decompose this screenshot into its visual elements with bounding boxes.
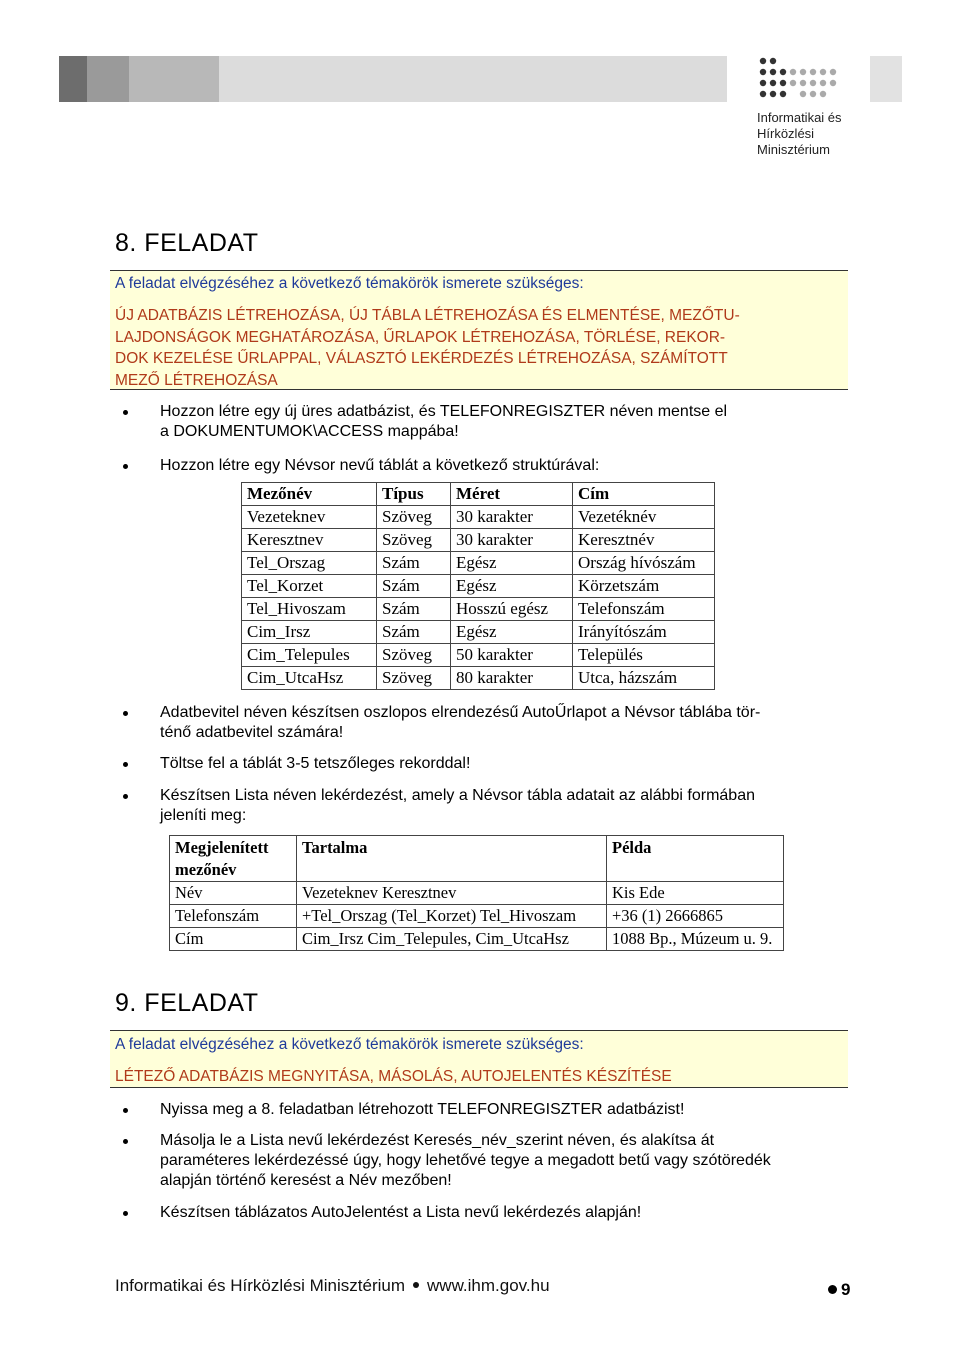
table-cell: Irányítószám — [573, 621, 715, 644]
table-cell: Szöveg — [377, 667, 451, 690]
ministry-logo-text — [757, 110, 867, 158]
bullet-line: Hozzon létre egy Névsor nevű táblát a következő struktúrával: — [160, 457, 600, 474]
requirements-topics — [115, 1066, 672, 1088]
table-cell: Vezeteknev — [242, 506, 377, 529]
band-segment — [219, 56, 727, 102]
table-row — [170, 882, 784, 905]
logo-line: Minisztérium — [757, 142, 830, 157]
header-cell: Cím — [573, 483, 715, 506]
table-cell: 80 karakter — [451, 667, 573, 690]
table-cell: Cim_Telepules — [242, 644, 377, 667]
table-cell: Szám — [377, 575, 451, 598]
band-segment — [129, 56, 219, 102]
bullet-dot — [123, 1211, 128, 1216]
query-format-table — [169, 835, 784, 951]
header-line: Megjelenített — [175, 838, 269, 857]
table-header-row — [242, 483, 715, 506]
bullet-text — [160, 754, 470, 774]
bullet-line: jeleníti meg: — [160, 807, 247, 824]
table-row — [170, 928, 784, 951]
table-cell: Egész — [451, 552, 573, 575]
table-cell: Szöveg — [377, 506, 451, 529]
table-cell: Körzetszám — [573, 575, 715, 598]
requirements-intro: A feladat elvégzéséhez a következő témakörök ismerete szükséges: — [115, 275, 584, 292]
bullet-text — [160, 402, 727, 442]
header-cell: Példa — [607, 836, 784, 882]
band-segment — [59, 56, 87, 102]
task8-title: 8. FELADAT — [115, 229, 259, 257]
topic-line: MEZŐ LÉTREHOZÁSA — [115, 371, 278, 389]
table-row — [242, 552, 715, 575]
bullet-line: Töltse fel a táblát 3-5 tetszőleges rekorddal! — [160, 755, 471, 772]
table-cell: Telefonszám — [573, 598, 715, 621]
header-cell — [170, 836, 297, 882]
bullet-dot — [123, 794, 128, 799]
topic-line: DOK KEZELÉSE ŰRLAPPAL, VÁLASZTÓ LEKÉRDEZÉS LÉTREHOZÁSA, SZÁMÍTOTT — [115, 350, 728, 367]
bullet-text — [160, 1203, 641, 1223]
header-right-block — [870, 56, 902, 102]
table-cell: 1088 Bp., Múzeum u. 9. — [607, 928, 784, 951]
table-cell: Név — [170, 882, 297, 905]
table-cell: Település — [573, 644, 715, 667]
table-cell: +36 (1) 2666865 — [607, 905, 784, 928]
footer — [115, 1276, 550, 1296]
table-cell: 30 karakter — [451, 529, 573, 552]
table-cell: Szöveg — [377, 644, 451, 667]
table-cell: Utca, házszám — [573, 667, 715, 690]
bullet-line: Másolja le a Lista nevű lekérdezést Keresés_név_szerint néven, és alakítsa át — [160, 1132, 715, 1149]
table-cell: Egész — [451, 575, 573, 598]
table-header-row — [170, 836, 784, 882]
table-cell: Ország hívószám — [573, 552, 715, 575]
bullet-line: Hozzon létre egy új üres adatbázist, és TELEFONREGISZTER néven mentse el — [160, 403, 728, 420]
footer-url: www.ihm.gov.hu — [427, 1276, 550, 1295]
bullet-dot — [123, 1108, 128, 1113]
requirements-topics — [115, 305, 740, 391]
table-cell: Szám — [377, 621, 451, 644]
task9-requirements-box — [110, 1030, 848, 1088]
table-cell: Cím — [170, 928, 297, 951]
table-row — [242, 621, 715, 644]
table-row — [242, 529, 715, 552]
requirements-intro: A feladat elvégzéséhez a következő témakörök ismerete szükséges: — [115, 1036, 584, 1053]
table-cell: 30 karakter — [451, 506, 573, 529]
topic-line: LAJDONSÁGOK MEGHATÁROZÁSA, ŰRLAPOK LÉTREHOZÁSA, TÖRLÉSE, REKOR- — [115, 328, 726, 346]
logo-line: Hírközlési — [757, 126, 815, 141]
table-row — [242, 667, 715, 690]
table-cell: Cim_Irsz — [242, 621, 377, 644]
table-cell: Cim_UtcaHsz — [242, 667, 377, 690]
table-cell: Szám — [377, 598, 451, 621]
logo-line: Informatikai és — [757, 110, 842, 125]
footer-org: Informatikai és Hírközlési Minisztérium — [115, 1276, 406, 1295]
page-number-value: 9 — [841, 1280, 851, 1299]
bullet-line: Készítsen Lista néven lekérdezést, amely a Névsor tábla adatait az alábbi formában — [160, 787, 755, 804]
table-cell: Kis Ede — [607, 882, 784, 905]
table-cell: Hosszú egész — [451, 598, 573, 621]
bullet-dot — [123, 711, 128, 716]
structure-table — [241, 482, 715, 690]
bullet-line: ténő adatbevitel számára! — [160, 724, 344, 741]
header-cell: Tartalma — [297, 836, 607, 882]
table-row — [170, 905, 784, 928]
header-line: mezőnév — [175, 860, 237, 879]
table-cell: Szám — [377, 552, 451, 575]
table-row — [242, 506, 715, 529]
topic-line: LÉTEZŐ ADATBÁZIS MEGNYITÁSA, MÁSOLÁS, AUTOJELENTÉS KÉSZÍTÉSE — [115, 1068, 672, 1085]
table-cell: Tel_Orszag — [242, 552, 377, 575]
band-segment — [87, 56, 129, 102]
table-cell: Vezeteknev Keresztnev — [297, 882, 607, 905]
table-row — [242, 575, 715, 598]
table-cell: Egész — [451, 621, 573, 644]
table-cell: 50 karakter — [451, 644, 573, 667]
table-cell: Vezetéknév — [573, 506, 715, 529]
bullet-line: Nyissa meg a 8. feladatban létrehozott TELEFONREGISZTER adatbázist! — [160, 1101, 685, 1118]
bullet-text — [160, 1131, 771, 1191]
table-cell: Tel_Hivoszam — [242, 598, 377, 621]
table-cell: Cim_Irsz Cim_Telepules, Cim_UtcaHsz — [297, 928, 607, 951]
header-cell: Mezőnév — [242, 483, 377, 506]
page-number — [828, 1280, 850, 1300]
bullet-dot — [123, 762, 128, 767]
header-cell: Típus — [377, 483, 451, 506]
table-cell: Tel_Korzet — [242, 575, 377, 598]
bullet-line: alapján történő keresést a Név mezőben! — [160, 1172, 452, 1189]
table-cell: Keresztnev — [242, 529, 377, 552]
header-band — [59, 56, 727, 102]
bullet-dot — [123, 1139, 128, 1144]
task9-title: 9. FELADAT — [115, 989, 259, 1017]
topic-line: ÚJ ADATBÁZIS LÉTREHOZÁSA, ÚJ TÁBLA LÉTREHOZÁSA ÉS ELMENTÉSE, MEZŐTU- — [115, 307, 740, 324]
bullet-line: Adatbevitel néven készítsen oszlopos elrendezésű AutoŰrlapot a Névsor táblába tör- — [160, 704, 761, 721]
table-cell: Szöveg — [377, 529, 451, 552]
table-cell: Telefonszám — [170, 905, 297, 928]
ministry-logo-icon — [757, 56, 847, 106]
bullet-dot — [123, 464, 128, 469]
task8-requirements-box — [110, 270, 848, 390]
table-cell: Keresztnév — [573, 529, 715, 552]
header-cell: Méret — [451, 483, 573, 506]
table-cell: +Tel_Orszag (Tel_Korzet) Tel_Hivoszam — [297, 905, 607, 928]
bullet-dot — [123, 410, 128, 415]
bullet-line: a DOKUMENTUMOK\ACCESS mappába! — [160, 423, 459, 440]
bullet-text — [160, 786, 755, 826]
bullet-text — [160, 703, 760, 743]
page-dot-icon — [828, 1285, 837, 1294]
table-row — [242, 644, 715, 667]
bullet-separator-icon — [413, 1282, 419, 1288]
table-row — [242, 598, 715, 621]
bullet-line: paraméteres lekérdezéssé úgy, hogy lehetővé tegye a megadott betű vagy szótöredék — [160, 1152, 771, 1169]
bullet-text — [160, 456, 599, 476]
bullet-line: Készítsen táblázatos AutoJelentést a Lista nevű lekérdezés alapján! — [160, 1204, 642, 1221]
bullet-text — [160, 1100, 684, 1120]
